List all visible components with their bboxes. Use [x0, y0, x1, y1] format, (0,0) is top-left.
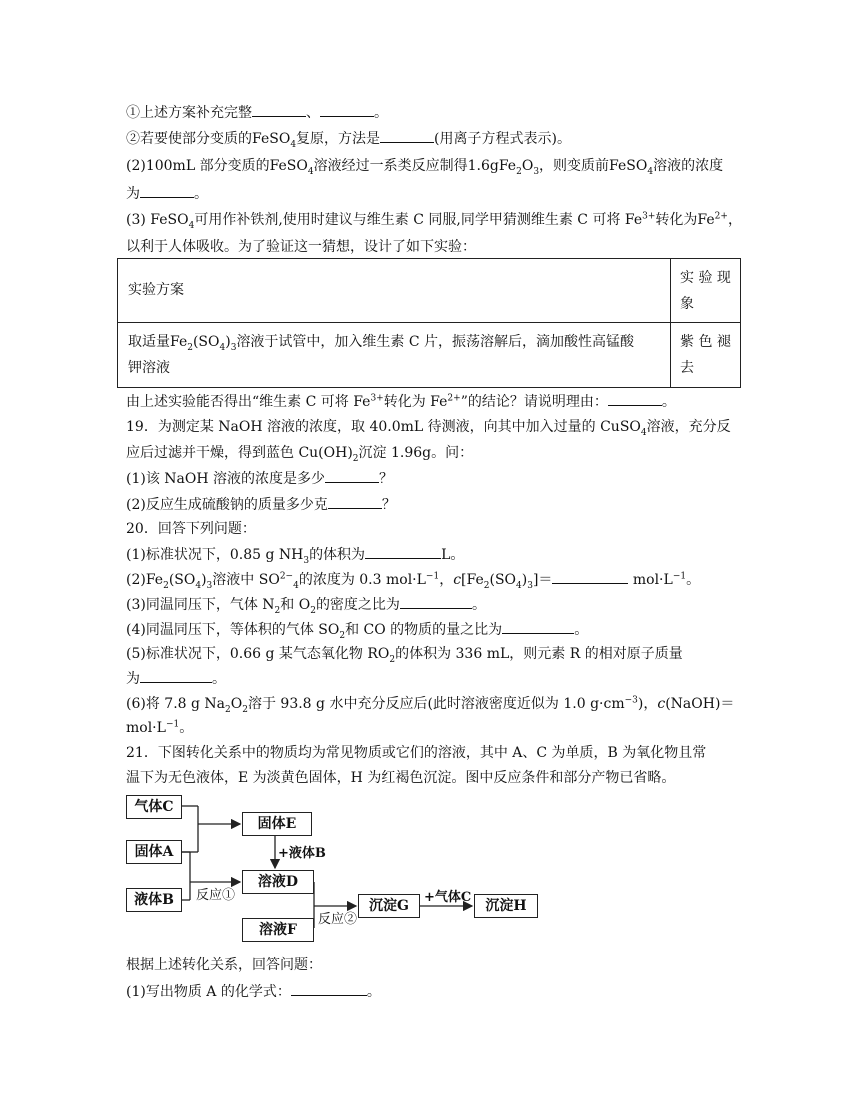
q19-line1: 19．为测定某 NaOH 溶液的浓度，取 40.0mL 待测液，向其中加入过量的 CuSO$_4$溶液，充分反	[126, 419, 731, 438]
answer-blank[interactable]	[552, 569, 628, 584]
answer-blank[interactable]	[320, 102, 374, 117]
table-row-divider	[118, 322, 740, 323]
node-solid-e: 固体E	[242, 812, 312, 836]
q21-line1: 21．下图转化关系中的物质均为常见物质或它们的溶液，其中 A、C 为单质，B 为氧化物且常	[126, 745, 707, 761]
answer-blank[interactable]	[140, 668, 212, 683]
answer-blank[interactable]	[380, 128, 434, 143]
table-header-phenomenon: 实 验 现 象	[680, 270, 731, 312]
node-precipitate-h: 沉淀H	[474, 894, 538, 918]
q21-line2: 温下为无色液体，E 为淡黄色固体，H 为红褐色沉淀。图中反应条件和部分产物已省略。	[126, 770, 676, 786]
q21-sub1: (1)写出物质 A 的化学式： 。	[126, 981, 381, 1002]
node-solid-a: 固体A	[126, 840, 182, 864]
label-reaction-1: 反应①	[196, 888, 236, 903]
q20-sub6-line2: $mol\cdot L^{-1}$。	[126, 719, 194, 736]
answer-blank[interactable]	[400, 594, 472, 609]
q19-sub1: (1)该 NaOH 溶液的浓度是多少 ？	[126, 468, 393, 489]
q20-sub3: (3)同温同压下，气体 $N_2$和 $O_2$的密度之比为 。	[126, 594, 486, 615]
q20-sub5-line1: (5)标准状况下，0.66 g 某气态氧化物 $RO_2$的体积为 336 mL，则元素 R 的相对原子质量	[126, 646, 683, 665]
answer-blank[interactable]	[328, 494, 382, 509]
q19-line2: 应后过滤并干燥，得到蓝色 $Cu(OH)_2$沉淀 1.96g。问：	[126, 445, 474, 464]
answer-blank[interactable]	[291, 981, 367, 996]
table-cell-phenomenon: 紫 色 褪 去	[680, 334, 731, 376]
label-plus-liquid-b: +液体B	[278, 846, 326, 861]
answer-blank[interactable]	[502, 619, 574, 634]
q20-sub2: $(2)Fe_2(SO_4)_3$溶液中 $SO^{2-}_4$的浓度为 0.3 $mol\cdot L^{-1}$，$c[Fe_2(SO_4)_3]= mol\cdot L^{-1}$。	[126, 569, 700, 590]
node-solution-d: 溶液D	[242, 870, 314, 894]
answer-blank[interactable]	[325, 468, 379, 483]
q18-part2-line2: 为 。	[126, 183, 208, 204]
q20-sub6-line1: (6)将 7.8 g $Na_2O_2$溶于 93.8 g 水中充分反应后(此时溶液密度近似为 1.0 $g\cdot cm^{-3}$)，c(NaOH)＝	[126, 695, 735, 715]
node-liquid-b: 液体B	[126, 888, 182, 912]
q20-sub1: (1)标准状况下，0.85 g $NH_3$的体积为 L。	[126, 544, 464, 565]
q18-part3-line1: (3) FeSO$_4$可用作补铁剂,使用时建议与维生素 C 同服,同学甲猜测维生素 C 可将 $Fe^{3+}$转化为$Fe^{2+}$，	[126, 211, 742, 231]
node-solution-f: 溶液F	[242, 918, 314, 942]
answer-blank[interactable]	[252, 102, 306, 117]
q19-sub2: (2)反应生成硫酸钠的质量多少克 ？	[126, 494, 396, 515]
q20-sub5-line2: 为 。	[126, 668, 226, 689]
table-header-plan: 实验方案	[128, 282, 184, 298]
q18-sub2: ②若要使部分变质的FeSO$_4$复原，方法是 (用离子方程式表示)。	[126, 128, 571, 149]
answer-blank[interactable]	[140, 183, 194, 198]
q20-title: 20．回答下列问题：	[126, 521, 256, 537]
experiment-table	[117, 258, 741, 388]
q20-sub4: (4)同温同压下，等体积的气体 $SO_2$和 CO 的物质的量之比为 。	[126, 619, 588, 640]
q18-part3-line2: 以利于人体吸收。为了验证这一猜想，设计了如下实验：	[126, 239, 476, 255]
answer-blank[interactable]	[365, 544, 441, 559]
q18-conclusion: 由上述实验能否得出“维生素 C 可将 $Fe^{3+}$转化为 $Fe^{2+}$”的结论？请说明理由： 。	[126, 391, 676, 412]
q18-part2-line1: (2)100mL 部分变质的FeSO$_4$溶液经过一系类反应制得$1.6gFe_2O_3$，则变质前FeSO$_4$溶液的浓度	[126, 158, 724, 177]
q21-after: 根据上述转化关系，回答问题：	[126, 957, 322, 973]
node-gas-c: 气体C	[126, 795, 182, 819]
label-plus-gas-c: +气体C	[424, 890, 472, 905]
node-precipitate-g: 沉淀G	[358, 894, 420, 918]
q18-sub1: ①上述方案补充完整 、 。	[126, 102, 388, 123]
label-reaction-2: 反应②	[318, 912, 358, 927]
answer-blank[interactable]	[608, 391, 662, 406]
table-cell-plan: 取适量$Fe_2(SO_4)_3$溶液于试管中，加入维生素 C 片，振荡溶解后，滴加酸性高锰酸 钾溶液	[128, 334, 635, 376]
table-col-divider	[670, 259, 671, 387]
